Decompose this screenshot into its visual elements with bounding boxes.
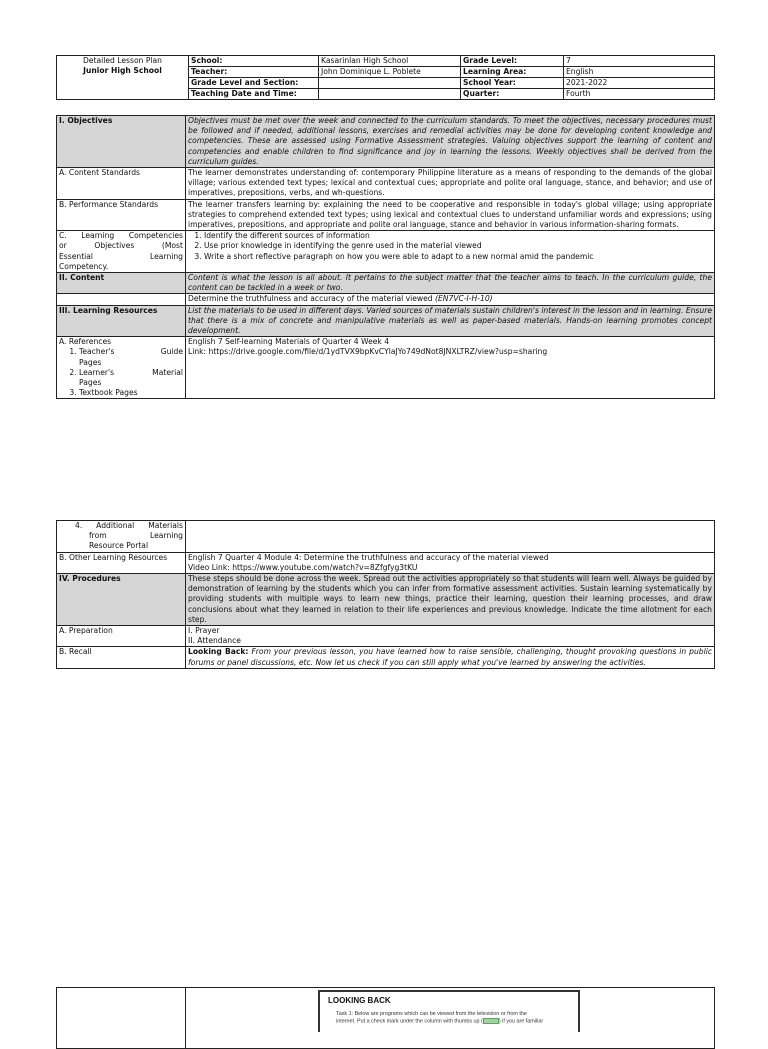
content-standards-row — [57, 168, 715, 200]
additional-materials-label — [57, 521, 186, 553]
additional-materials-row — [57, 521, 715, 553]
looking-back-task — [336, 1011, 570, 1025]
other-resources-link[interactable]: Video Link: https://www.youtube.com/watch?v=8Zfgfyg3tKU — [188, 562, 418, 572]
recall-text: From your previous lesson, you have learned how to raise sensible, challenging, thought provoking questions in public forums or panel discussions, etc. Now let us check if you can still apply what you've learned by answering the activities. — [188, 647, 712, 667]
school-value: Kasarinlan High School — [319, 56, 461, 67]
competencies-list — [188, 231, 712, 262]
additional-materials-value — [186, 521, 715, 553]
teaching-date-label: Teaching Date and Time: — [189, 89, 319, 100]
learning-resources-label: III. Learning Resources — [57, 305, 186, 337]
other-resources-row — [57, 552, 715, 573]
word: Pages — [79, 357, 102, 367]
word: or — [59, 241, 67, 251]
preparation-line1: I. Prayer — [188, 626, 220, 636]
word: Learning — [150, 251, 183, 261]
other-resources-value-line1: English 7 Quarter 4 Module 4: Determine the truthfulness and accuracy of the material viewed — [188, 552, 549, 562]
teacher-label: Teacher: — [189, 67, 319, 78]
word: Material — [152, 367, 183, 377]
thumbs-up-icon — [483, 1018, 499, 1024]
grade-level-label: Grade Level: — [461, 56, 564, 67]
plan-title: Detailed Lesson Plan — [83, 56, 162, 65]
plan-subtitle: Junior High School — [83, 66, 162, 75]
preparation-label: A. Preparation — [57, 626, 186, 647]
preparation-value-cell — [186, 626, 715, 647]
grade-section-label: Grade Level and Section: — [189, 78, 319, 89]
word: Learning — [150, 531, 183, 541]
reference-item: 3. Textbook Pages — [79, 388, 183, 398]
word: Competency. — [59, 261, 109, 271]
word: Competencies — [128, 231, 183, 241]
word: Learning — [81, 231, 115, 241]
content-label: II. Content — [57, 273, 186, 294]
learning-area-value: English — [564, 67, 715, 78]
preparation-line2: II. Attendance — [188, 636, 241, 646]
task-text: internet. Put a check mark under the column with thumbs up ( — [336, 1018, 483, 1025]
content-detail: Determine the truthfulness and accuracy of the material viewed — [188, 294, 433, 304]
references-label-cell — [57, 337, 186, 399]
task-line — [336, 1018, 570, 1025]
performance-standards-text: The learner transfers learning by: explaining the need to be cooperative and responsible in today's global village; using appropriate strategies to comprehend extended text types; using lexical and contextual clues to understand unfamiliar words and expressions; using imperatives, prepositions, and appropriate and polite oral language, stance and behavior in various information-sharing formats. — [186, 199, 715, 231]
learning-resources-text: List the materials to be used in different days. Varied sources of materials sustain children's interest in the lesson and in learning. Ensure that there is a mix of concrete and manipulative materials as well as paper-based materials. Hands-on learning promotes concept development. — [186, 305, 715, 337]
content-code: (EN7VC-I-H-10) — [435, 294, 493, 304]
word: 4. — [75, 521, 83, 530]
word: Additional — [96, 521, 135, 530]
procedures-text: These steps should be done across the week. Spread out the activities appropriately so that students will learn well. Always be guided by demonstration of learning by the students which you can infer from formative assessment activities. Sustain learning systematically by providing students with multiple ways to learn new things, practice their learning, question their learning processes, and draw conclusions about what they learned in relation to their life experiences and previous knowledge. Indicate the time allotment for each step. — [186, 574, 715, 626]
grade-section-value — [319, 78, 461, 89]
reference-item — [79, 368, 183, 388]
task-text: ) if you are familiar — [498, 1018, 544, 1025]
competencies-label — [57, 231, 186, 273]
lesson-table-page1 — [56, 115, 715, 399]
objectives-text: Objectives must be met over the week and connected to the curriculum standards. To meet the objectives, necessary procedures must be followed and if needed, additional lessons, exercises and remedial activities may be done for developing content knowledge and competencies. These are assessed using Formative Assessment strategies. Valuing objectives support the learning of content and competencies and enable children to find significance and joy in learning the lessons. Weekly objectives shall be derived from the curriculum guides. — [186, 116, 715, 168]
content-detail-row — [57, 294, 715, 305]
plan-title-cell — [57, 56, 189, 100]
looking-back-image — [318, 990, 580, 1032]
recall-lead: Looking Back: — [188, 647, 249, 657]
word: 1. Teacher's — [79, 347, 115, 357]
content-row — [57, 273, 715, 294]
empty-cell — [57, 294, 186, 305]
objectives-label: I. Objectives — [57, 116, 186, 168]
preparation-row — [57, 626, 715, 647]
references-list — [59, 347, 183, 398]
other-resources-label: B. Other Learning Resources — [57, 552, 186, 573]
content-standards-label: A. Content Standards — [57, 168, 186, 200]
other-resources-value-cell — [186, 552, 715, 573]
references-value-line1: English 7 Self-learning Materials of Quarter 4 Week 4 — [188, 337, 390, 347]
competencies-row — [57, 231, 715, 273]
word: from — [89, 531, 107, 541]
word: (Most — [161, 241, 183, 251]
procedures-label: IV. Procedures — [57, 574, 186, 626]
quarter-value: Fourth — [564, 89, 715, 100]
content-standards-text: The learner demonstrates understanding of: contemporary Philippine literature as a means of responding to the demands of the global village; various extended text types; lexical and contextual cues; appropriate and polite oral language, stance, and behavior; and use of imperatives, prepositions, verbs, and wh-questions. — [186, 168, 715, 200]
word: Materials — [148, 521, 183, 530]
school-label: School: — [189, 56, 319, 67]
word: C. — [59, 231, 67, 241]
references-row — [57, 337, 715, 399]
content-detail-cell — [186, 294, 715, 305]
competencies-list-cell — [186, 231, 715, 273]
word: Guide — [160, 347, 183, 357]
teacher-value: John Dominique L. Poblete — [319, 67, 461, 78]
lesson-table-page2 — [56, 520, 715, 669]
competency-item: 2. Use prior knowledge in identifying the genre used in the material viewed — [204, 241, 712, 251]
references-label: A. References — [59, 337, 112, 347]
objectives-row — [57, 116, 715, 168]
learning-area-label: Learning Area: — [461, 67, 564, 78]
references-value-cell — [186, 337, 715, 399]
school-year-label: School Year: — [461, 78, 564, 89]
task-line: Task 1: Below are programs which can be viewed from the television or from the — [336, 1011, 527, 1018]
performance-standards-row — [57, 199, 715, 231]
recall-value-cell — [186, 647, 715, 668]
competency-item: 3. Write a short reflective paragraph on how you were able to adapt to a new normal amid the pandemic — [204, 252, 712, 262]
grade-level-value: 7 — [564, 56, 715, 67]
empty-cell — [57, 988, 186, 1049]
word: Resource Portal — [89, 541, 149, 551]
quarter-label: Quarter: — [461, 89, 564, 100]
performance-standards-label: B. Performance Standards — [57, 199, 186, 231]
competency-item: 1. Identify the different sources of information — [204, 231, 712, 241]
recall-label: B. Recall — [57, 647, 186, 668]
content-text: Content is what the lesson is all about. It pertains to the subject matter that the teacher aims to teach. In the curriculum guide, the content can be tackled in a week or two. — [186, 273, 715, 294]
word: Objectives — [94, 241, 135, 251]
school-year-value: 2021-2022 — [564, 78, 715, 89]
recall-row — [57, 647, 715, 668]
word: 2. Learner's — [79, 367, 115, 377]
reference-item — [79, 347, 183, 367]
learning-resources-row — [57, 305, 715, 337]
procedures-row — [57, 574, 715, 626]
word: Pages — [79, 378, 102, 388]
word: Essential — [59, 251, 94, 261]
teaching-date-value — [319, 89, 461, 100]
looking-back-title: LOOKING BACK — [328, 996, 391, 1005]
header-table — [56, 55, 715, 100]
references-link[interactable]: Link: https://drive.google.com/file/d/1ydTVX9bpKvCYlaJYo749dNot8JNXLTRZ/view?usp=sharing — [188, 347, 548, 357]
